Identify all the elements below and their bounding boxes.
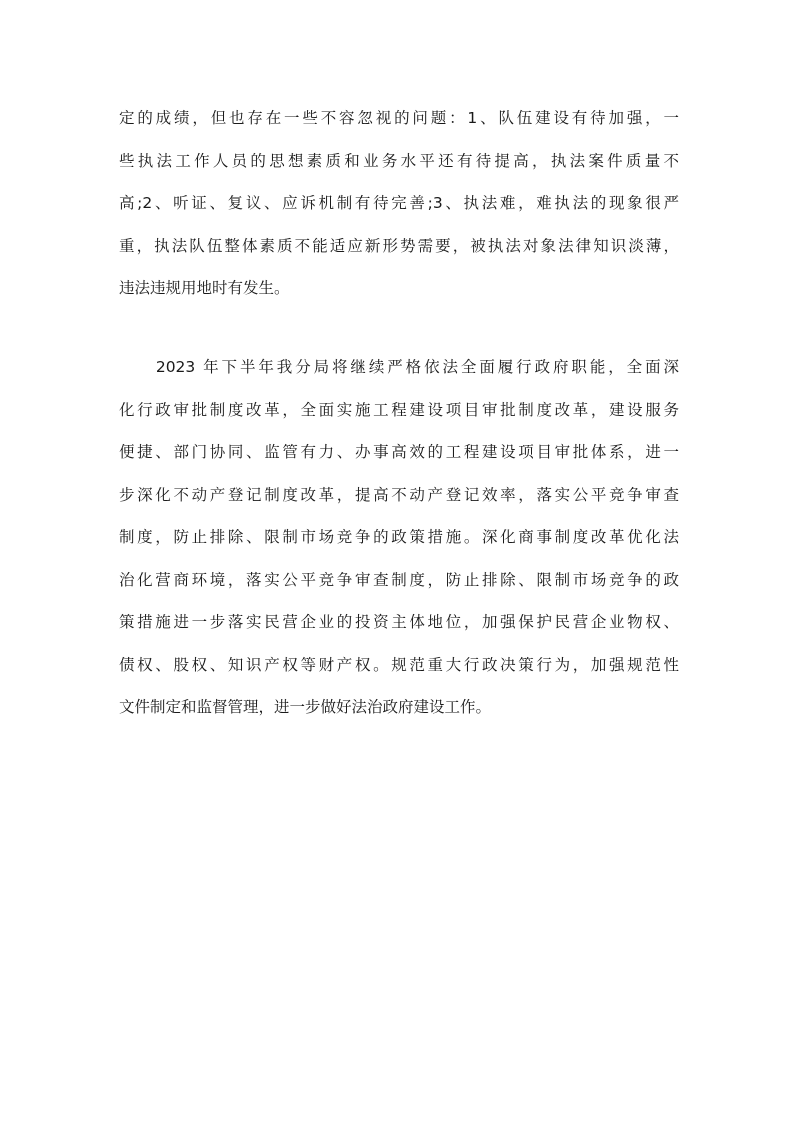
text-line: 治化营商环境，落实公平竞争审查制度，防止排除、限制市场竞争的政 <box>119 570 679 589</box>
text-line: 违法违规用地时有发生。 <box>119 279 290 297</box>
paragraph-issues <box>119 97 679 310</box>
text-line: 些执法工作人员的思想素质和业务水平还有待提高，执法案件质量不 <box>119 151 679 170</box>
text-line: 定的成绩，但也存在一些不容忽视的问题：1、队伍建设有待加强，一 <box>119 109 679 127</box>
text-line: 步深化不动产登记制度改革，提高不动产登记效率，落实公平竞争审查 <box>119 485 679 504</box>
text-line: 高;2、听证、复议、应诉机制有待完善;3、执法难，难执法的现象很严 <box>119 194 679 212</box>
text-line: 文件制定和监督管理，进一步做好法治政府建设工作。 <box>119 698 492 716</box>
text-line: 策措施进一步落实民营企业的投资主体地位，加强保护民营企业物权、 <box>119 613 679 631</box>
text-line: 重，执法队伍整体素质不能适应新形势需要，被执法对象法律知识淡薄， <box>119 236 679 255</box>
paragraph-plan <box>119 346 679 729</box>
text-line: 便捷、部门协同、监管有力、办事高效的工程建设项目审批体系，进一 <box>119 443 679 461</box>
text-line: 化行政审批制度改革，全面实施工程建设项目审批制度改革，建设服务 <box>119 400 679 419</box>
text-line: 2023 年下半年我分局将继续严格依法全面履行政府职能，全面深 <box>119 358 679 376</box>
text-line: 债权、股权、知识产权等财产权。规范重大行政决策行为，加强规范性 <box>119 655 679 674</box>
text-line: 制度，防止排除、限制市场竞争的政策措施。深化商事制度改革优化法 <box>119 528 679 546</box>
